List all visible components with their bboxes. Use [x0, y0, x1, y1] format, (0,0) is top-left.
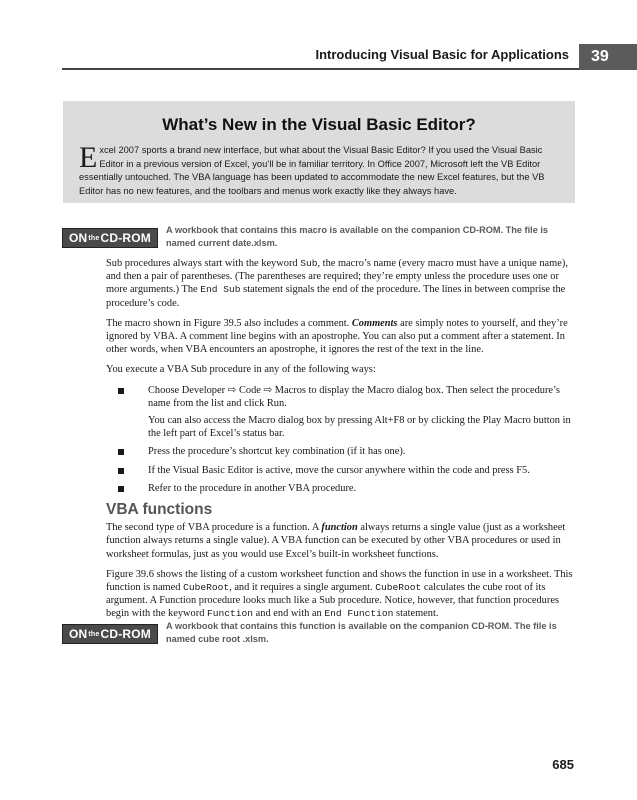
- bullet-item: Choose Developer ⇨ Code ⇨ Macros to display the Macro dialog box. Then select the procedure’s name from the list and click Run.: [106, 384, 576, 410]
- cd-badge-cdrom: CD-ROM: [100, 231, 152, 245]
- bullet-item: If the Visual Basic Editor is active, move the cursor anywhere within the code and press F5.: [106, 464, 576, 477]
- inline-code: Function: [207, 608, 254, 620]
- paragraph: Figure 39.6 shows the listing of a custom worksheet function and shows the function in use in a worksheet. This function is named CubeRoot, and it requires a single argument. CubeRoot calculates the cube root of its argument. A Function procedure looks much like a Sub procedure. Notice, however, that function procedures begin with the keyword Function and end with an End Function statement.: [106, 568, 573, 620]
- paragraph: The macro shown in Figure 39.5 also includes a comment. Comments are simply notes to yourself, and they’re ignored by VBA. A comment line begins with an apostrophe. You can also put a comment after a statement. In other words, when VBA encounters an apostrophe, it ignores the rest of the text in the line.: [106, 317, 568, 356]
- chapter-number-tab: 39: [579, 44, 637, 70]
- inline-code: End Sub: [200, 284, 241, 296]
- cd-badge-on: ON: [68, 627, 88, 641]
- paragraph: The second type of VBA procedure is a function. A function always returns a single value (just as a worksheet function always returns a single value). A VBA function can be executed by other VBA procedures or used in worksheet formulas, just as you would use Excel’s built-in worksheet functions.: [106, 522, 566, 560]
- bullet-subparagraph: You can also access the Macro dialog box by pressing Alt+F8 or by clicking the Play Macro button in the left part of Excel’s status bar.: [148, 415, 571, 440]
- inline-code: CubeRoot: [183, 582, 230, 594]
- main-text-column: [106, 257, 576, 628]
- emphasis: function: [321, 522, 358, 534]
- section-heading: VBA functions: [106, 501, 213, 519]
- cd-rom-note-text: A workbook that contains this function is available on the companion CD-ROM. The file is named cube root .xlsm.: [166, 621, 557, 644]
- sidebar-title: What’s New in the Visual Basic Editor?: [162, 115, 476, 134]
- on-the-cd-rom-icon: [62, 624, 158, 644]
- paragraph: You execute a VBA Sub procedure in any of the following ways:: [106, 364, 376, 376]
- cd-rom-note: [62, 620, 574, 650]
- cd-badge-cdrom: CD-ROM: [100, 627, 152, 641]
- sidebar-text: xcel 2007 sports a brand new interface, but what about the Visual Basic Editor? If you used the Visual Basic Editor in a previous version of Excel, you’ll be in familiar territory. In Office 2007, Microsoft left the VB Editor essentially untouched. The VBA language has been updated to accommodate the new Excel features, but the VB Editor has no new features, and the toolbars and menus work exactly like they always have.: [79, 145, 545, 196]
- header-rule: [62, 68, 579, 70]
- bullet-item: Press the procedure’s shortcut key combination (if it has one).: [106, 445, 576, 458]
- cd-badge-the: the: [88, 630, 100, 638]
- emphasis: Comments: [351, 317, 398, 329]
- running-header-title: Introducing Visual Basic for Applications: [315, 47, 569, 62]
- cd-badge-on: ON: [68, 231, 88, 245]
- inline-code: End Function: [324, 608, 394, 620]
- drop-cap: E: [79, 141, 98, 174]
- cd-rom-note: [62, 224, 574, 254]
- inline-code: CubeRoot: [375, 582, 422, 594]
- running-header: [62, 44, 637, 70]
- sidebar-body: [79, 141, 559, 198]
- cd-badge-the: the: [88, 234, 100, 242]
- sidebar-box: [63, 101, 575, 203]
- paragraph: Sub procedures always start with the keyword Sub, the macro’s name (every macro must have a unique name), and then a pair of parentheses. (The parentheses are required; they’re empty unless the procedure uses one or more arguments.) The End Sub statement signals the end of the procedure. The lines in between comprise the procedure’s code.: [106, 258, 568, 309]
- bullet-list: [106, 384, 576, 495]
- on-the-cd-rom-icon: [62, 228, 158, 248]
- bullet-item: Refer to the procedure in another VBA procedure.: [106, 482, 576, 495]
- inline-code: Sub: [300, 258, 318, 269]
- page-number: 685: [552, 757, 574, 772]
- cd-rom-note-text: A workbook that contains this macro is available on the companion CD-ROM. The file is named current date.xlsm.: [166, 225, 549, 248]
